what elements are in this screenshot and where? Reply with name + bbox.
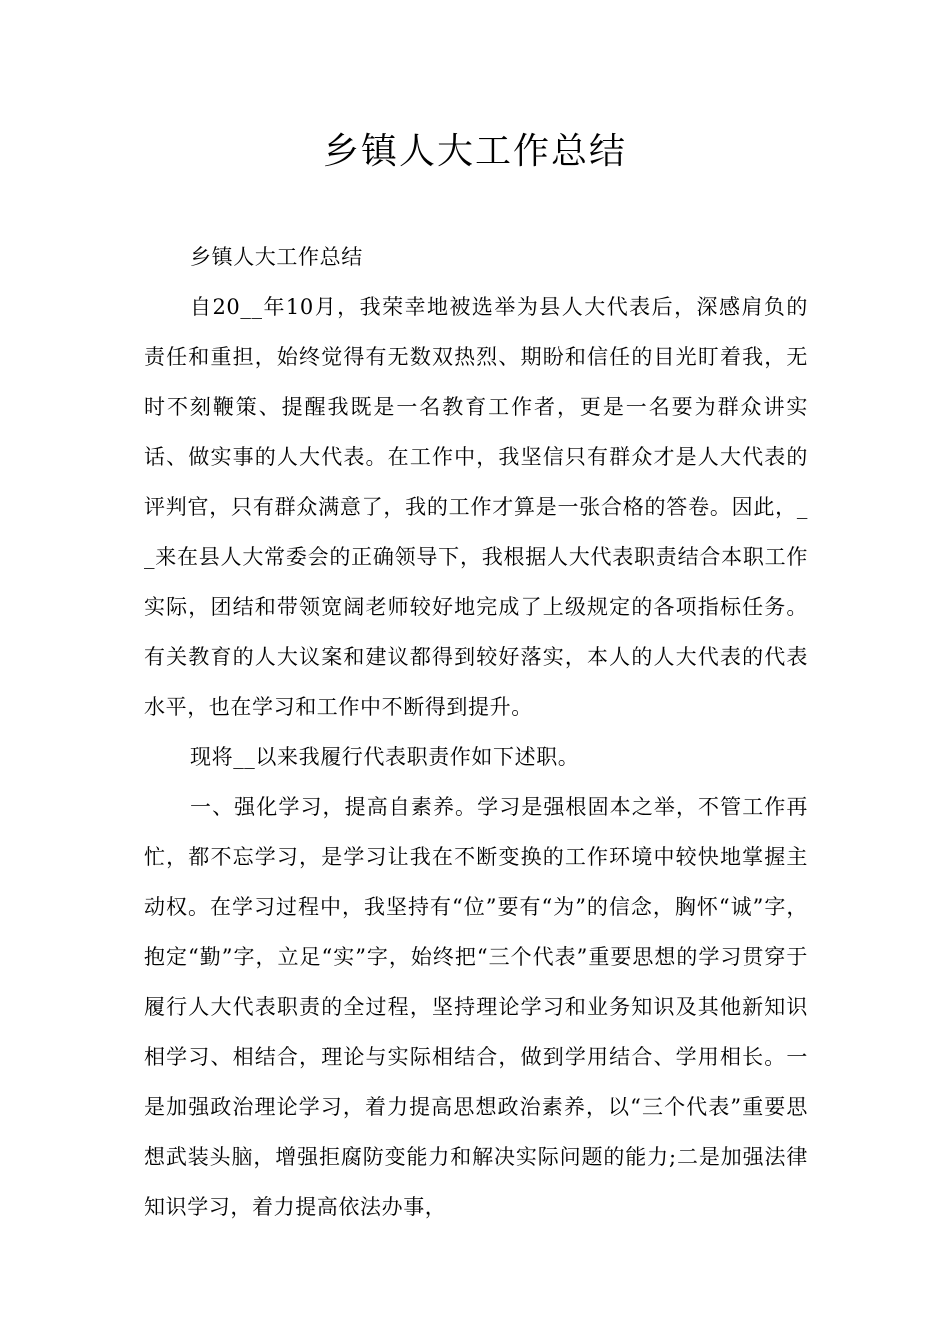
paragraph-intro: 自20__年10月，我荣幸地被选举为县人大代表后，深感肩负的责任和重担，始终觉得有无数双热烈、期盼和信任的目光盯着我，无时不刻鞭策、提醒我既是一名教育工作者，更是一名要为群众讲实话、做实事的人大代表。在工作中，我坚信只有群众才是人大代表的评判官，只有群众满意了，我的工作才算是一张合格的答卷。因此，__来在县人大常委会的正确领导下，我根据人大代表职责结合本职工作实际，团结和带领宽阔老师较好地完成了上级规定的各项指标任务。有关教育的人大议案和建议都得到较好落实，本人的人大代表的代表水平，也在学习和工作中不断得到提升。 [144, 295, 808, 719]
paragraph-heading: 乡镇人大工作总结 [190, 245, 363, 269]
document-title: 乡镇人大工作总结 [322, 131, 627, 172]
paragraph-report-lead: 现将__以来我履行代表职责作如下述职。 [190, 745, 580, 769]
paragraph-section-one: 一、强化学习，提高自素养。学习是强根固本之举，不管工作再忙，都不忘学习，是学习让我在不断变换的工作环境中较快地掌握主动权。在学习过程中，我坚持有“位”要有“为”的信念，胸怀“诚”字，抱定“勤”字，立足“实”字，始终把“三个代表”重要思想的学习贯穿于履行人大代表职责的全过程，坚持理论学习和业务知识及其他新知识相学习、相结合，理论与实际相结合，做到学用结合、学用相长。一是加强政治理论学习，着力提高思想政治素养，以“三个代表”重要思想武装头脑，增强拒腐防变能力和解决实际问题的能力;二是加强法律知识学习，着力提高依法办事， [144, 795, 808, 1219]
document-body [144, 232, 808, 1232]
